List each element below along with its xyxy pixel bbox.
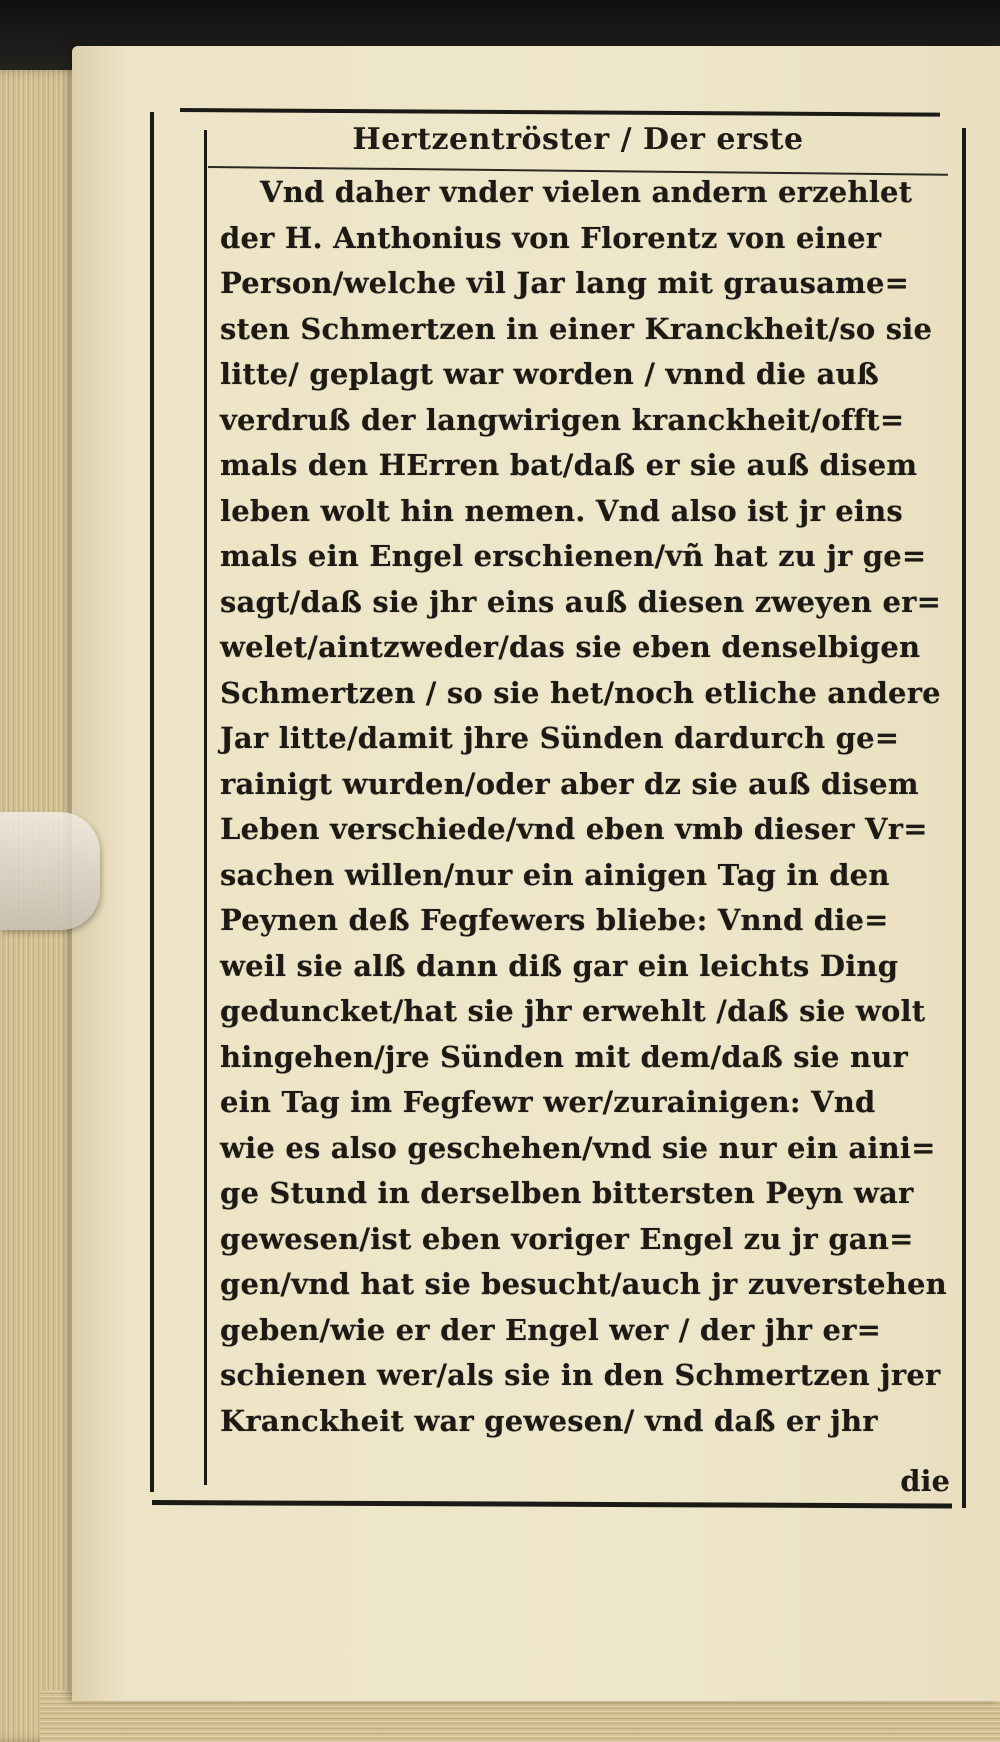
book-clip [0, 812, 100, 930]
catchword: die [900, 1464, 950, 1498]
text-line: gewesen/ist eben voriger Engel zu jr gan= [220, 1221, 914, 1256]
text-line: verdruß der langwirigen kranckheit/offt= [220, 402, 905, 437]
text-line: sten Schmertzen in einer Kranckheit/so sie [220, 311, 933, 346]
text-line: welet/aintzweder/das sie eben denselbigen [220, 630, 921, 664]
text-line: Schmertzen / so sie het/noch etliche andere [220, 675, 941, 710]
text-line: wie es also geschehen/vnd sie nur ein aini= [220, 1130, 936, 1165]
body-text [220, 170, 960, 1444]
text-line: hingehen/jre Sünden mit dem/daß sie nur [220, 1039, 908, 1074]
text-line: weil sie alß dann diß gar ein leichts Ding [220, 948, 899, 983]
frame-rule-left-outer [150, 112, 154, 1492]
text-line: Leben verschiede/vnd eben vmb dieser Vr= [220, 812, 928, 846]
text-line: Person/welche vil Jar lang mit grausame= [220, 266, 910, 300]
text-line: ge Stund in derselben bittersten Peyn war [220, 1176, 914, 1210]
frame-rule-right [962, 128, 966, 1508]
frame-rule-left-inner [204, 130, 207, 1485]
text-line: schienen wer/als sie in den Schmertzen jrer [220, 1358, 941, 1392]
text-line: ein Tag im Fegfewr wer/zurainigen: Vnd [220, 1085, 876, 1119]
running-head: Hertzentröster / Der erste [352, 122, 804, 157]
text-line: mals ein Engel erschienen/vñ hat zu jr ge= [220, 539, 927, 573]
text-line: Jar litte/damit jhre Sünden dardurch ge= [220, 721, 900, 755]
text-line: geben/wie er der Engel wer / der jhr er= [220, 1312, 882, 1347]
text-line: sagt/daß sie jhr eins auß diesen zweyen er= [220, 584, 942, 619]
text-line: der H. Anthonius von Florentz von einer [220, 220, 882, 255]
text-line: Vnd daher vnder vielen andern erzehlet [260, 175, 913, 209]
text-line: leben wolt hin nemen. Vnd also ist jr eins [220, 493, 903, 528]
text-line: litte/ geplagt war worden / vnnd die auß [220, 357, 879, 391]
text-line: mals den HErren bat/daß er sie auß disem [220, 448, 918, 482]
text-line: Peynen deß Fegfewers bliebe: Vnnd die= [220, 903, 889, 937]
text-line: Kranckheit war gewesen/ vnd daß er jhr [220, 1403, 878, 1438]
text-line: sachen willen/nur ein ainigen Tag in den [220, 857, 890, 892]
text-line: rainigt wurden/oder aber dz sie auß disem [220, 766, 919, 801]
text-line: gen/vnd hat sie besucht/auch jr zuverstehen [220, 1267, 947, 1301]
text-line: geduncket/hat sie jhr erwehlt /daß sie wolt [220, 994, 926, 1028]
